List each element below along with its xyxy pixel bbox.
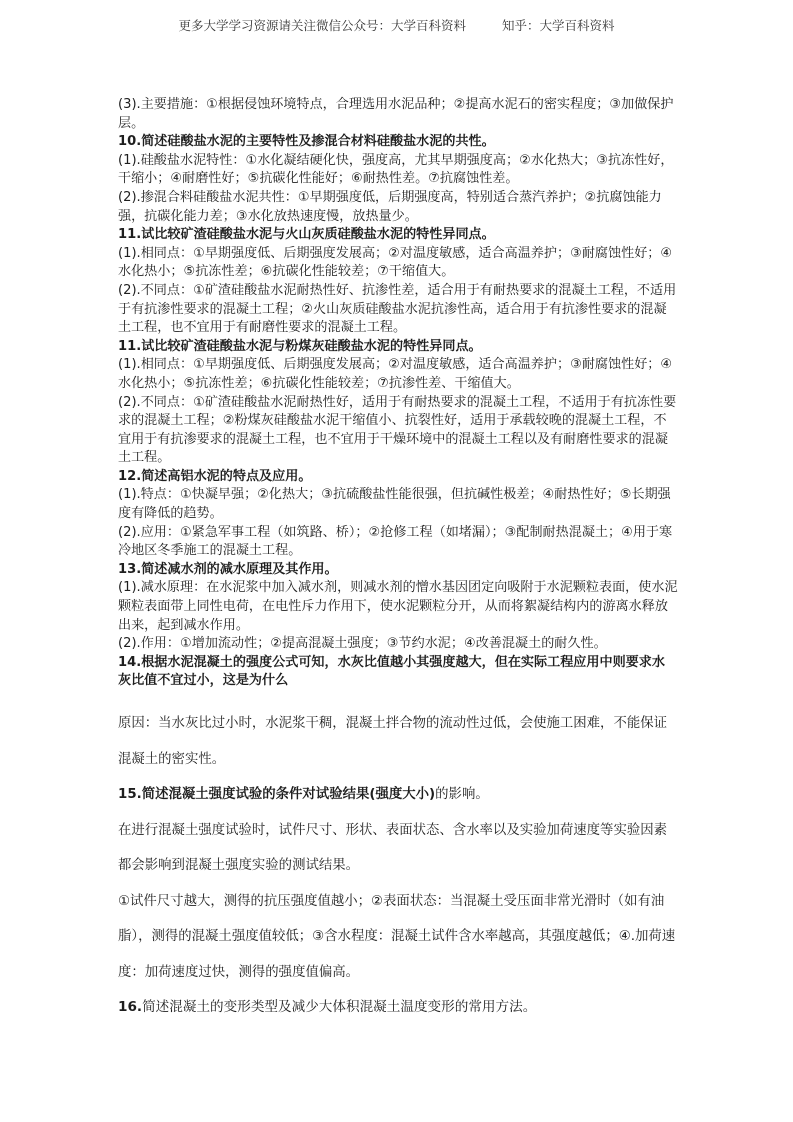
page-header xyxy=(0,16,793,34)
paragraph-12-2: (2).应用：①紧急军事工程（如筑路、桥）；②抢修工程（如堵漏）；③配制耐热混凝土；④用于寒冷地区冬季施工的混凝土工程。 xyxy=(118,524,673,559)
header-left-text: 更多大学学习资源请关注微信公众号：大学百科资料 xyxy=(178,18,466,33)
document-body-dense xyxy=(118,96,678,691)
paragraph-13-1: (1).减水原理：在水泥浆中加入减水剂，则减水剂的憎水基因团定向吸附于水泥颗粒表面，使水泥颗粒表面带上同性电荷，在电性斥力作用下，使水泥颗粒分开，从而将絮凝结构内的游离水释放出来，起到减水作用。 xyxy=(118,580,678,633)
paragraph-9-3: (3).主要措施：①根据侵蚀环境特点，合理选用水泥品种；②提高水泥石的密实程度；③加做保护层。 xyxy=(118,97,674,131)
paragraph-12-1: (1).特点：①快凝早强；②化热大；③抗硫酸盐性能很强，但抗碱性极差；④耐热性好；⑤长期强度有降低的趋势。 xyxy=(118,487,671,522)
paragraph-11b-1: (1).相同点：①早期强度低、后期强度发展高；②对温度敏感，适合高温养护；③耐腐蚀性好；④水化热小；⑤抗冻性差；⑥抗碳化性能较差；⑦抗渗性差、干缩值大。 xyxy=(118,357,673,391)
heading-13: 13.简述减水剂的减水原理及其作用。 xyxy=(118,561,338,577)
paragraph-13-2: (2).作用：①增加流动性；②提高混凝土强度；③节约水泥；④改善混凝土的耐久性。 xyxy=(118,636,607,652)
heading-10: 10.简述硅酸盐水泥的主要特性及掺混合材料硅酸盐水泥的共性。 xyxy=(118,134,495,150)
paragraph-11a-1: (1).相同点：①早期强度低、后期强度发展高；②对温度敏感，适合高温养护；③耐腐蚀性好；④水化热小；⑤抗冻性差；⑥抗碳化性能较差；⑦干缩值大。 xyxy=(118,245,673,280)
document-body-loose xyxy=(118,706,680,1026)
paragraph-15-2: ①试件尺寸越大，测得的抗压强度值越小；②表面状态：当混凝土受压面非常光滑时（如有油脂），测得的混凝土强度值较低；③含水程度：混凝土试件含水率越高，其强度越低；④.加荷速度：加荷速度过快，测得的强度值偏高。 xyxy=(118,893,676,980)
heading-16-text: 简述混凝土的变形类型及减少大体积混凝土温度变形的常用方法。 xyxy=(142,999,537,1015)
heading-15-rest: 的影响。 xyxy=(435,787,489,802)
heading-16-number: 16. xyxy=(118,999,143,1015)
heading-11b: 11.试比较矿渣硅酸盐水泥与粉煤灰硅酸盐水泥的特性异同点。 xyxy=(118,338,482,354)
header-right-text: 知乎：大学百科资料 xyxy=(502,18,615,33)
paragraph-11b-2: (2).不同点：①矿渣硅酸盐水泥耐热性好，适用于有耐热要求的混凝土工程，不适用于有抗冻性要求的混凝土工程；②粉煤灰硅酸盐水泥干缩值小、抗裂性好，适用于承载较晚的混凝土工程，不宜用于有抗渗要求的混凝土工程，也不宜用于干燥环境中的混凝土工程以及有耐磨性要求的混凝土工程。 xyxy=(118,394,677,466)
paragraph-10-1: (1).硅酸盐水泥特性：①水化凝结硬化快，强度高，尤其早期强度高；②水化热大；③抗冻性好，干缩小；④耐磨性好；⑤抗碳化性能好；⑥耐热性差。⑦抗腐蚀性差。 xyxy=(118,152,674,187)
paragraph-11a-2: (2).不同点：①矿渣硅酸盐水泥耐热性好、抗渗性差，适合用于有耐热要求的混凝土工程，不适用于有抗渗性要求的混凝土工程；②火山灰质硅酸盐水泥抗渗性高，适合用于有抗渗性要求的混凝土工程，也不宜用于有耐磨性要求的混凝土工程。 xyxy=(118,282,677,336)
heading-12: 12.简述高铝水泥的特点及应用。 xyxy=(118,468,312,484)
heading-15-bold: 15.简述混凝土强度试验的条件对试验结果(强度大小) xyxy=(118,787,436,802)
paragraph-15-1: 在进行混凝土强度试验时，试件尺寸、形状、表面状态、含水率以及实验加荷速度等实验因素都会影响到混凝土强度实验的测试结果。 xyxy=(118,822,668,873)
paragraph-14: 原因：当水灰比过小时，水泥浆干稠，混凝土拌合物的流动性过低，会使施工困难，不能保证混凝土的密实性。 xyxy=(118,716,668,767)
paragraph-10-2: (2).掺混合料硅酸盐水泥共性：①早期强度低，后期强度高，特别适合蒸汽养护；②抗腐蚀能力强，抗碳化能力差；③水化放热速度慢，放热量少。 xyxy=(118,189,662,224)
heading-15 xyxy=(118,777,680,813)
heading-11a: 11.试比较矿渣硅酸盐水泥与火山灰质硅酸盐水泥的特性异同点。 xyxy=(118,227,495,243)
heading-14: 14.根据水泥混凝土的强度公式可知，水灰比值越小其强度越大，但在实际工程应用中则要求水灰比值不宜过小，这是为什么 xyxy=(118,654,665,689)
heading-16 xyxy=(118,990,680,1026)
